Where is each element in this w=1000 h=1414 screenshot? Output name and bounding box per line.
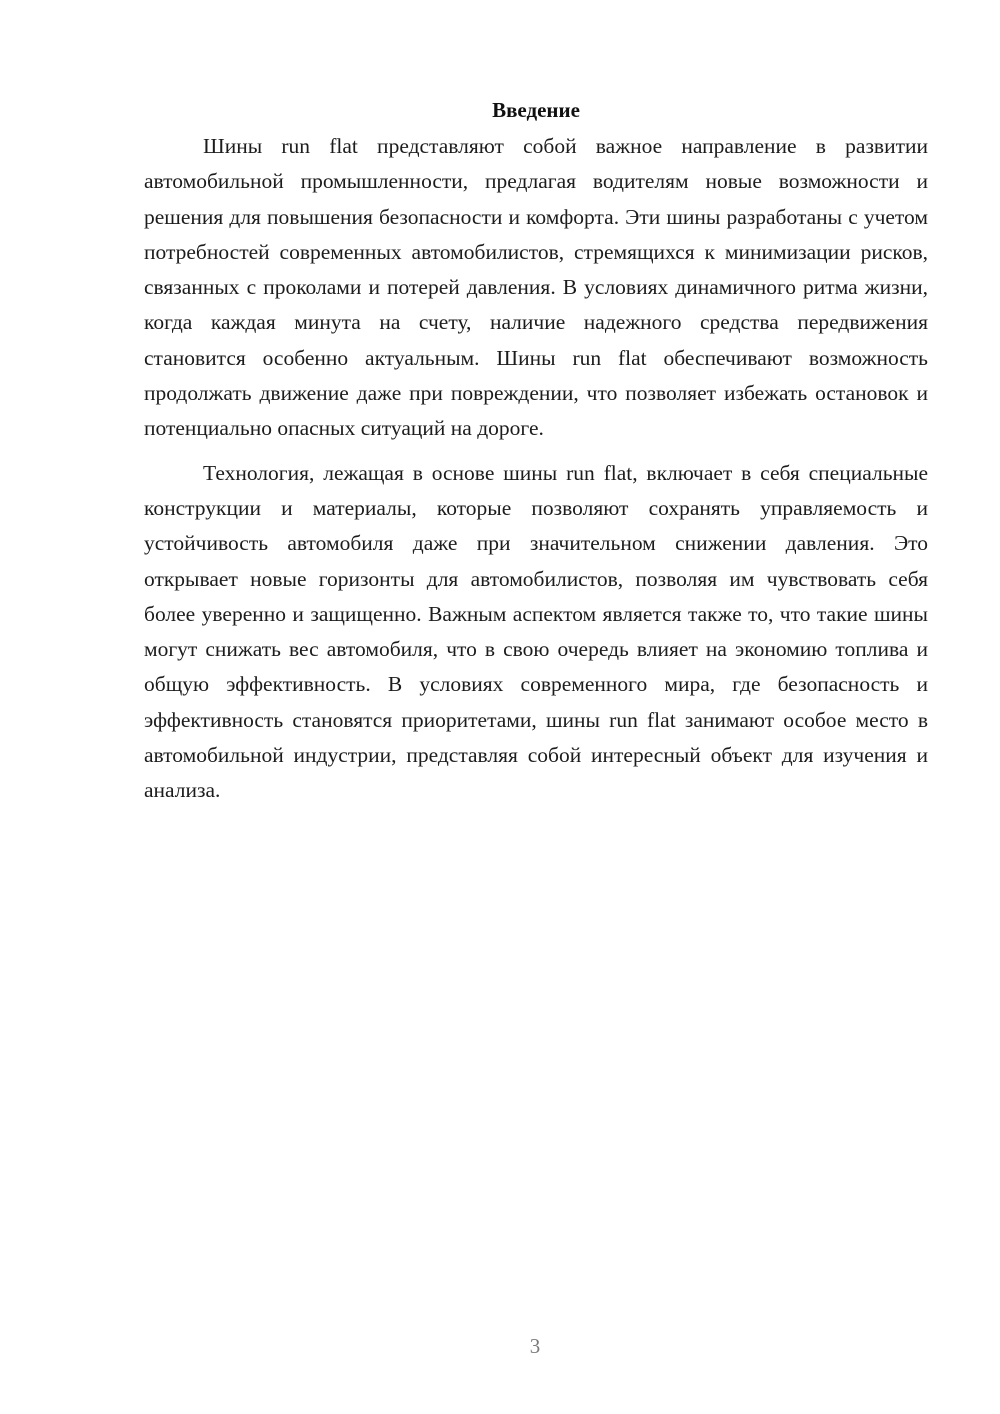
paragraph-2: Технология, лежащая в основе шины run flat, включает в себя специальные конструкции и материалы, которые позволяют сохранять управляемость и устойчивость автомобиля даже при значительном снижении давления. Это открывает новые горизонты для автомобилистов, позволяя им чувствовать себя более уверенно и защищенно. Важным аспектом является также то, что такие шины могут снижать вес автомобиля, что в свою очередь влияет на экономию топлива и общую эффективность. В условиях современного мира, где безопасность и эффективность становятся приоритетами, шины run flat занимают особое место в автомобильной индустрии, представляя собой интересный объект для изучения и анализа. <box>144 460 928 803</box>
page-content <box>144 93 928 809</box>
section-title: Введение <box>492 98 580 122</box>
paragraph-1: Шины run flat представляют собой важное направление в развитии автомобильной промышленности, предлагая водителям новые возможности и решения для повышения безопасности и комфорта. Эти шины разработаны с учетом потребностей современных автомобилистов, стремящихся к минимизации рисков, связанных с проколами и потерей давления. В условиях динамичного ритма жизни, когда каждая минута на счету, наличие надежного средства передвижения становится особенно актуальным. Шины run flat обеспечивают возможность продолжать движение даже при повреждении, что позволяет избежать остановок и потенциально опасных ситуаций на дороге. <box>144 134 928 441</box>
page-number: 3 <box>529 1334 541 1358</box>
